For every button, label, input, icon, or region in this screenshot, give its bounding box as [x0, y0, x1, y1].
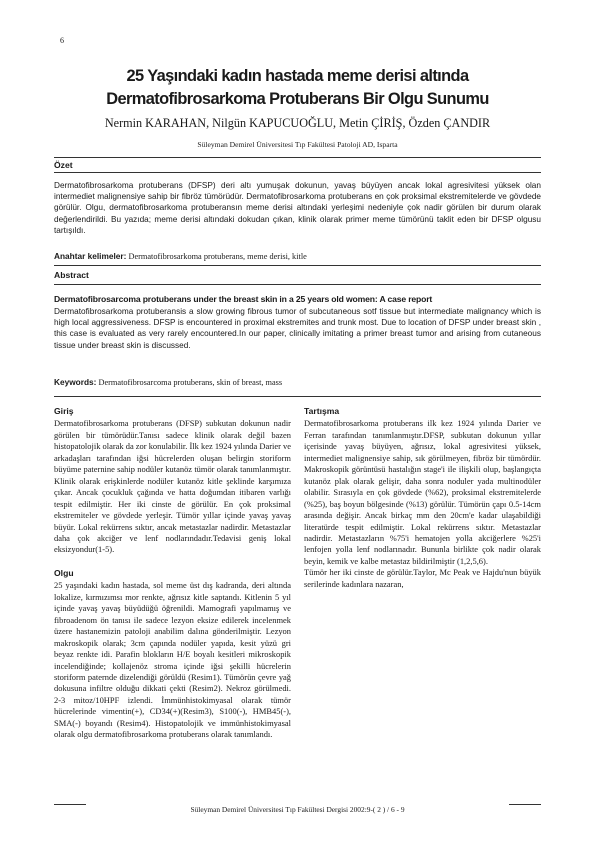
ozet-keywords	[54, 251, 541, 261]
tartisma-text: Dermatofibrosarkoma protuberans ilk kez 1924 yılında Darier ve Ferran tarafından tanımlanmıştır.DFSP, subkutan dokunun yıllar içerisinde yavaş büyüyen, ağrısız, lokal agresivitesi yüksek, intermediet malignensiye sahip, sık görülmeyen, fibröz bir tümördür. Makroskopik görüntüsü hastalığın stage'i ile ilişkili olup, başlangıçta kutanöz plak olarak gelişir, daha sonra noduler yada multinodüler olabilir. Sırasıyla en çok gövdede (%62), proksimal ekstremitelerde (%25), baş boyun bölgesinde (%13) görülür. Tümörün çapı 0.5-14cm arasında değişir. Ancak birkaç mm den 20cm'e kadar ulaşabildiği literatürde tespit edilmiştir. Lokal rekürrens sıktır. Metastazlar nadirdir. Metastazların %75'i hematojen yolla akciğerlere %25'i lenfojen yolla lenf nodlarınadır. Bununla birlikte çok nadir olarak beyin, kemik ve kalbe metastaz bildirilmiştir (1,2,5,6).	[304, 418, 541, 566]
ozet-text: Dermatofibrosarkoma protuberans (DFSP) deri altı yumuşak dokunun, yavaş büyüyen ancak lokal agresivitesi yüksek olan intermediet malignensiye sahip bir fibröz tümörüdür. Dermatofibrosarkoma protuberans en çok proksimal ekstremitelerde ve gövdede görülür. Olgu, dermatofibrosarkoma protuberansın meme derisi altındaki yerleşimi nedeniyle çok nadir görülen bir durum olarak değerlendirildi. Bu yazıda; meme derisi altındaki dokudan çıkan, klinik olarak primer meme tümörünü taklit eden bir DFSP olgusu tartışıldı.	[54, 181, 541, 235]
footer: Süleyman Demirel Üniversitesi Tıp Fakültesi Dergisi 2002:9-( 2 ) / 6 - 9	[190, 805, 405, 814]
divider	[54, 396, 541, 397]
right-column	[304, 406, 541, 590]
giris-heading: Giriş	[54, 406, 74, 416]
divider	[54, 284, 541, 285]
abstract-keywords-text: Dermatofibrosarcoma protuberans, skin of breast, mass	[96, 378, 283, 387]
page-number: 6	[60, 36, 64, 45]
giris-text: Dermatofibrosarkoma protuberans (DFSP) subkutan dokunun nadir görülen bir tümörüdür.Tanısı sadece klinik olarak değil bazen histopatolojik olarak da zor konulabilir. İlk kez 1924 yılında Darier ve arkadaşları tarafından iğsi hücrelerden oluşan belirgin storiform büyüme paternine sahip nodüler kutanöz tümör olarak tanımlanmıştır. Klinik olarak erişkinlerde nodüler kutanöz kitle şeklinde karşımıza çıkar. Ancak çocukluk çağında ve hatta doğumdan itibaren varlığı tespit edilmiştir. Her iki cinste de görülür. En çok proksimal ekstremiteler ve gövdede yerleşir. Tümör yıllar içinde yavaş yavaş büyür. Lokal rekürrens sıktır, ancak metastazlar nadirdir. Metastazlar daha çok akciğer ve lenf nodlarındadır.Tedavisi geniş lokal eksizyondur(1-5).	[54, 418, 291, 555]
divider	[54, 265, 541, 266]
title-line-2: Dermatofibrosarkoma Protuberans Bir Olgu Sunumu	[106, 90, 489, 108]
tartisma-heading: Tartışma	[304, 406, 340, 416]
title-line-1: 25 Yaşındaki kadın hastada meme derisi altında	[126, 67, 469, 85]
abstract-subtitle: Dermatofibrosarcoma protuberans under the breast skin in a 25 years old women: A case report	[54, 294, 433, 304]
ozet-keywords-text: Dermatofibrosarkoma protuberans, meme derisi, kitle	[126, 252, 307, 261]
authors: Nermin KARAHAN, Nilgün KAPUCUOĞLU, Metin ÇİRİŞ, Özden ÇANDIR	[104, 116, 491, 130]
left-column	[54, 406, 291, 741]
divider	[54, 157, 541, 158]
affiliation: Süleyman Demirel Üniversitesi Tıp Fakültesi Patoloji AD, Isparta	[197, 140, 398, 149]
ozet-keywords-label: Anahtar kelimeler:	[54, 251, 127, 261]
olgu-text: 25 yaşındaki kadın hastada, sol meme üst dış kadranda, deri altında lokalize, kırmızımsı mor renkte, ağrısız kitle saptandı. Kitlenin 5 yıl içinde yavaş yavaş büyüdüğü öğrenildi. Mamografi yapılmamış ve fibroadenom ön tanısı ile sadece lezyon eksize edilerek incelenmek üzere hastanemizin patoloji anabilim dalına gönderilmiştir. Lezyon makroskopik olarak; 3cm çapında nodüler yapıda, kesit yüzü gri beyaz renkte idi. Parafin blokların H/E boyalı kesitleri mikroskopik incelendiğinde; kollajenöz stroma içinde iğsi şekilli hücrelerin storiform paternde dizelendiği görüldü (Resim1). Tümörün çevre yağ dokusuna infiltre olduğu dikkati çekti (Resim2). Nekroz görülmedi. 2-3 mitoz/10HPF izlendi. İmmünhistokimyasal olarak tümör hücrelerinde vimentin(+), CD34(+)(Resim3), S100(-), HMB45(-), SMA(-) boyandı (Resim4). Histopatolojik ve immünhistokimyasal olarak olgu dermatofibrosarkoma protuberans olarak tanımlandı.	[54, 580, 291, 740]
abstract-keywords-label: Keywords:	[54, 377, 97, 387]
abstract-heading: Abstract	[54, 270, 89, 280]
abstract-text: Dermatofibrosarkoma protuberansis a slow growing fibrous tumor of subcutaneous sotf tissue but intermediate malignancy which is high local aggressiveness. DFSP is encountered in proximal ekstremites and trunk most. Due to location of DFSP under breast skin , this case is evaluated as very rarely encountered.In our paper, clinically imitating a primer breast tumor and arising from cutaneous tissue under breast skin is discussed.	[54, 307, 541, 350]
olgu-heading: Olgu	[54, 567, 74, 578]
ozet-heading: Özet	[54, 160, 73, 170]
abstract-keywords	[54, 377, 541, 387]
tartisma-text-2: Tümör her iki cinste de görülür.Taylor, Mc Peak ve Hajdu'nun büyük serilerinde kadınlara nazaran,	[304, 567, 541, 589]
divider	[54, 172, 541, 173]
